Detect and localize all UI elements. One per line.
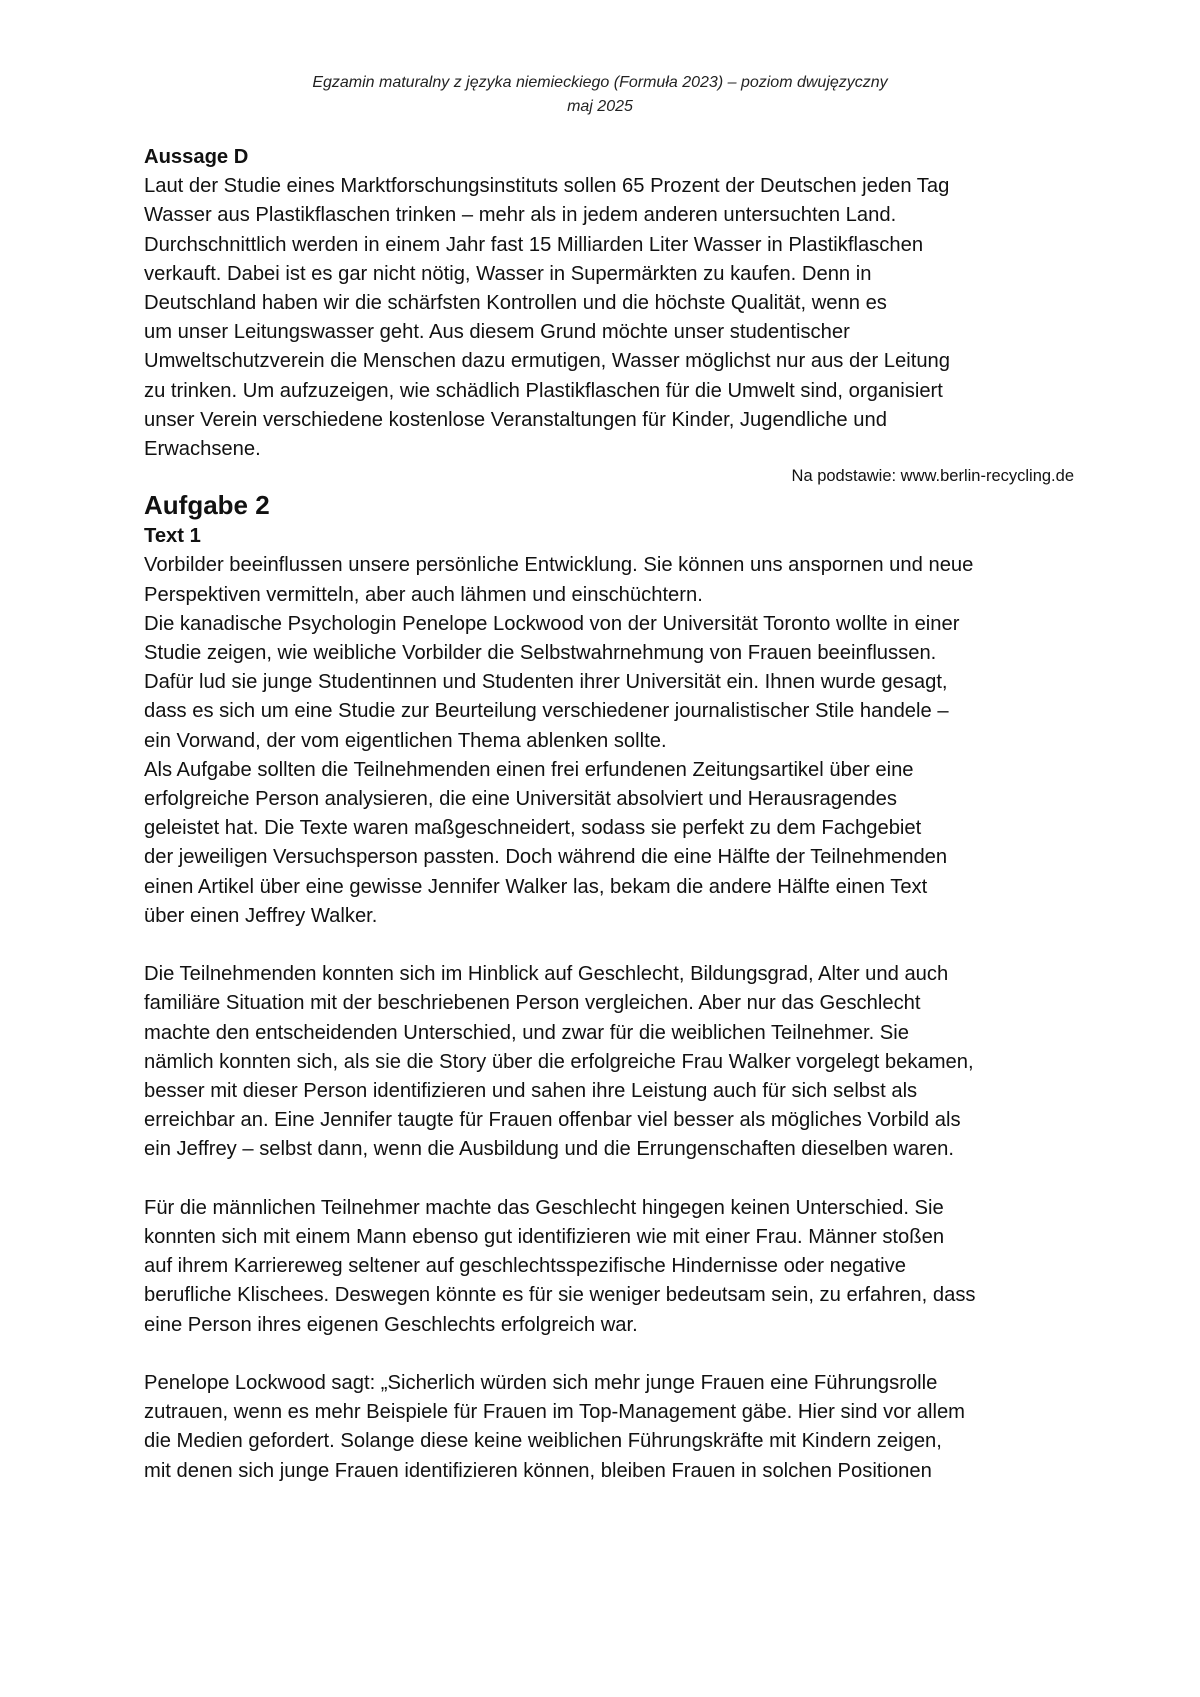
text-1-paragraph-4: Penelope Lockwood sagt: „Sicherlich würden sich mehr junge Frauen eine Führungsrolle zutrauen, wenn es mehr Beispiele für Frauen im Top-Management gäbe. Hier sind vor allem die Medien gefordert. Solange diese keine weiblichen Führungskräfte mit Kindern zeigen, mit denen sich junge Frauen identifizieren können, bleiben Frauen in solchen Positionen [144,1372,965,1482]
paragraph-gap [144,1340,1074,1369]
paragraph-gap [144,931,1074,960]
header-exam-date: maj 2025 [567,98,633,115]
aussage-d-text: Laut der Studie eines Marktforschungsinstituts sollen 65 Prozent der Deutschen jeden Tag Wasser aus Plastikflaschen trinken – mehr als in jedem anderen untersuchten Land. Durchschnittlich werden in einem Jahr fast 15 Milliarden Liter Wasser in Plastikflaschen verkauft. Dabei ist es gar nicht nötig, Wasser in Supermärkten zu kaufen. Denn in Deutschland haben wir die schärfsten Kontrollen und die höchste Qualität, wenn es um unser Leitungswasser geht. Aus diesem Grund möchte unser studentischer Umweltschutzverein die Menschen dazu ermutigen, Wasser möglichst nur aus der Leitung zu trinken. Um aufzuzeigen, wie schädlich Plastikflaschen für die Umwelt sind, organisiert unser Verein verschiedene kostenlose Veranstaltungen für Kinder, Jugendliche und Erwachsene. [144,175,951,461]
text-1-paragraph-2: Die Teilnehmenden konnten sich im Hinblick auf Geschlecht, Bildungsgrad, Alter und auch familiäre Situation mit der beschriebenen Person vergleichen. Aber nur das Geschlecht machte den entscheidenden Unterschied, und zwar für die weiblichen Teilnehmer. Sie nämlich konnten sich, als sie die Story über die erfolgreiche Frau Walker vorgelegt bekamen, besser mit dieser Person identifizieren und sahen ihre Leistung auch für sich selbst als erreichbar an. Eine Jennifer taugte für Frauen offenbar viel besser als mögliches Vorbild als ein Jeffrey – selbst dann, wenn die Ausbildung und die Errungenschaften dieselben waren. [144,963,974,1161]
text-1-label: Text 1 [144,525,201,548]
header-exam-title: Egzamin maturalny z języka niemieckiego (Formuła 2023) – poziom dwujęzyczny [312,74,888,91]
page-content [144,143,1074,1486]
paragraph-gap [144,1165,1074,1194]
aussage-d-section [144,143,1074,488]
text-1-paragraph-3: Für die männlichen Teilnehmer machte das Geschlecht hingegen keinen Unterschied. Sie konnten sich mit einem Mann ebenso gut identifizieren wie mit einer Frau. Männer stoßen auf ihrem Karriereweg seltener auf geschlechtsspezifische Hindernisse oder negative berufliche Klischees. Deswegen könnte es für sie weniger bedeutsam sein, zu erfahren, dass eine Person ihres eigenen Geschlechts erfolgreich war. [144,1196,976,1336]
aufgabe-2-title: Aufgabe 2 [144,490,270,521]
aussage-d-source: Na podstawie: www.berlin-recycling.de [791,467,1074,486]
aussage-d-label: Aussage D [144,146,249,168]
aufgabe-2-section [144,488,1074,1486]
page-header [0,71,1200,119]
text-1-paragraph-1: Vorbilder beeinflussen unsere persönliche Entwicklung. Sie können uns anspornen und neue Perspektiven vermitteln, aber auch lähmen und einschüchtern. Die kanadische Psychologin Penelope Lockwood von der Universität Toronto wollte in einer Studie zeigen, wie weibliche Vorbilder die Selbstwahrnehmung von Frauen beeinflussen. Dafür lud sie junge Studentinnen und Studenten ihrer Universität ein. Ihnen wurde gesagt, dass es sich um eine Studie zur Beurteilung verschiedener journalistischer Stile handele – ein Vorwand, der vom eigentlichen Thema ablenken sollte. Als Aufgabe sollten die Teilnehmenden einen frei erfundenen Zeitungsartikel über eine erfolgreiche Person analysieren, die eine Universität absolviert und Herausragendes geleistet hat. Die Texte waren maßgeschneidert, sodass sie perfekt zu dem Fachgebiet der jeweiligen Versuchsperson passten. Doch während die eine Hälfte der Teilnehmenden einen Artikel über eine gewisse Jennifer Walker las, bekam die andere Hälfte einen Text über einen Jeffrey Walker. [144,554,974,927]
